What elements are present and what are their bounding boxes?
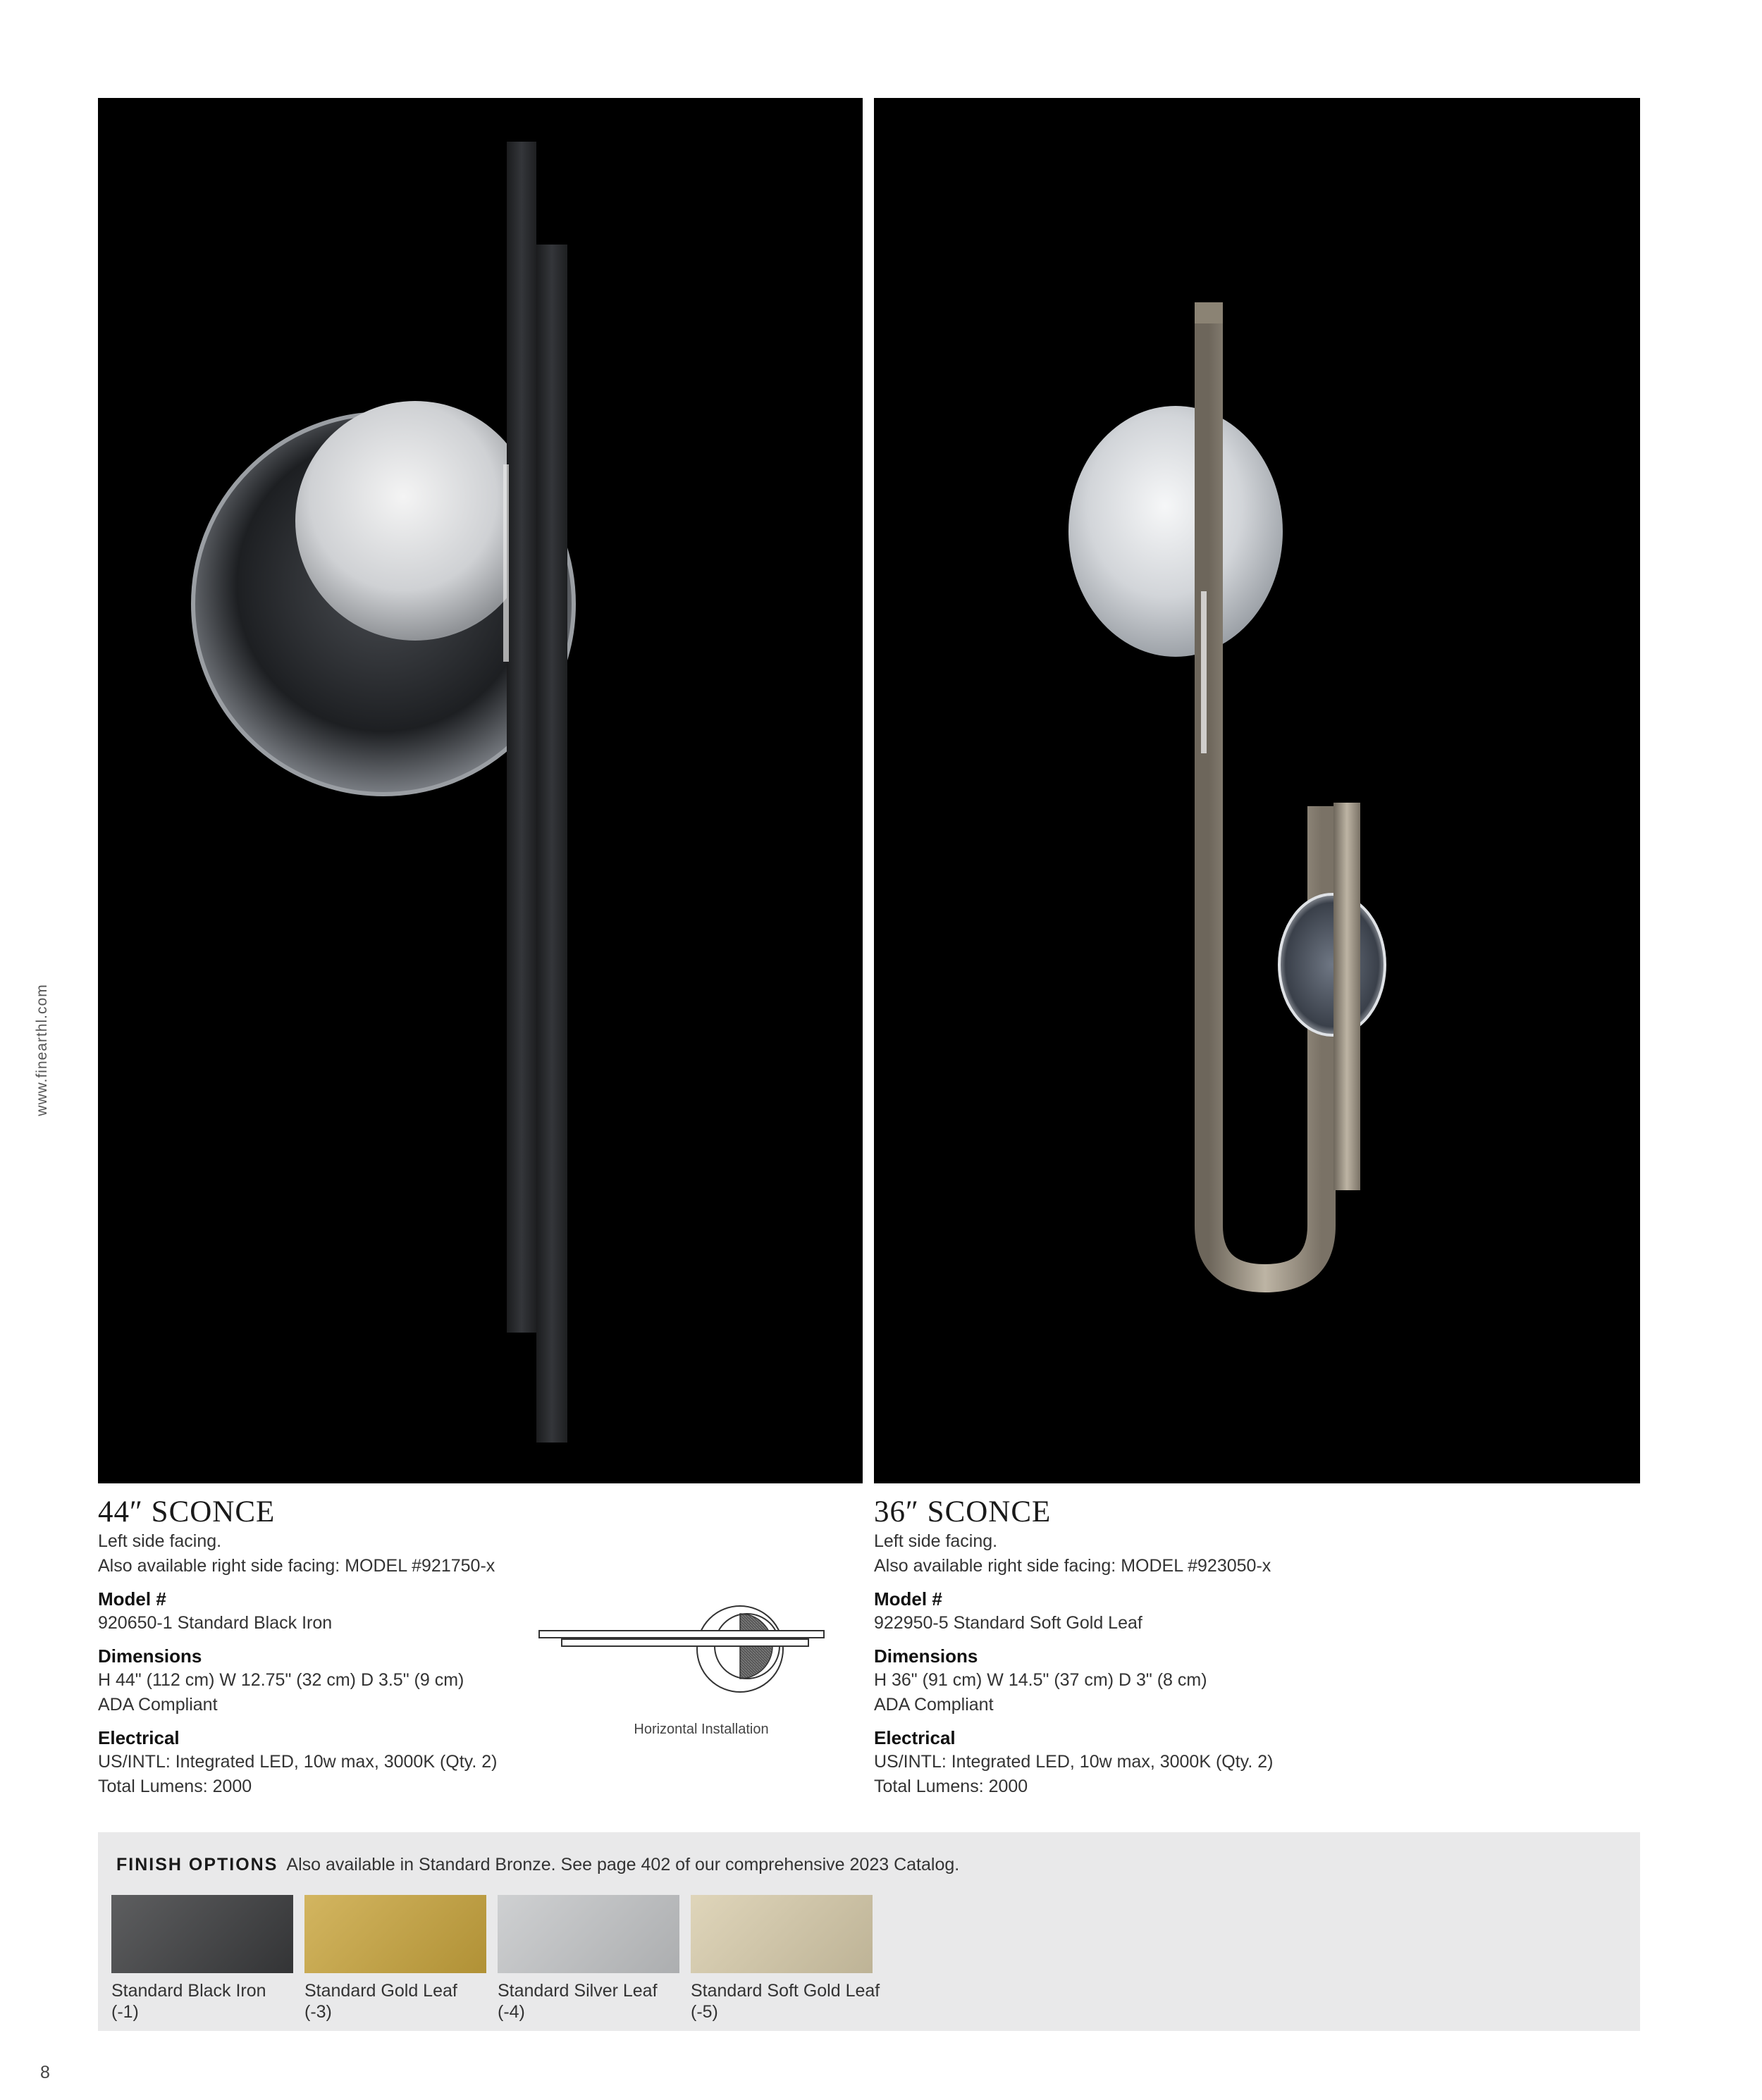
finish-label-gold-leaf xyxy=(304,1980,495,2022)
finish-code: (-1) xyxy=(111,2002,139,2022)
finish-options-header xyxy=(116,1855,959,1875)
alt-facing-text: Also available right side facing: MODEL #921750-x xyxy=(98,1556,495,1576)
alt-facing-text: Also available right side facing: MODEL #923050-x xyxy=(874,1556,1271,1576)
product-spec-44-sconce xyxy=(98,1495,521,1799)
finish-name: Standard Gold Leaf xyxy=(304,1981,457,2001)
product-spec-36-sconce xyxy=(874,1495,1297,1799)
facing-text: Left side facing. xyxy=(98,1531,222,1551)
horizontal-installation-diagram xyxy=(536,1593,832,1705)
product-photo-36-sconce xyxy=(874,98,1640,1483)
finish-name: Standard Soft Gold Leaf xyxy=(691,1981,880,2001)
finish-options-panel xyxy=(98,1832,1640,2031)
model-heading: Model # xyxy=(874,1588,942,1610)
finish-label-silver-leaf xyxy=(498,1980,688,2022)
ada-text: ADA Compliant xyxy=(874,1695,994,1715)
electrical-heading: Electrical xyxy=(98,1727,180,1748)
finish-options-note: Also available in Standard Bronze. See page 402 of our comprehensive 2023 Catalog. xyxy=(286,1855,960,1874)
lumens-text: Total Lumens: 2000 xyxy=(874,1777,1028,1796)
finish-swatch-soft-gold-leaf xyxy=(691,1895,873,1973)
finish-swatch-gold-leaf xyxy=(304,1895,486,1973)
electrical-text: US/INTL: Integrated LED, 10w max, 3000K (Qty. 2) xyxy=(98,1752,498,1772)
dimensions-heading: Dimensions xyxy=(98,1645,202,1667)
diagram-caption: Horizontal Installation xyxy=(634,1722,769,1737)
finish-code: (-5) xyxy=(691,2002,718,2022)
model-heading: Model # xyxy=(98,1588,166,1610)
model-number: 922950-5 Standard Soft Gold Leaf xyxy=(874,1613,1142,1633)
ada-text: ADA Compliant xyxy=(98,1695,218,1715)
product-photo-44-sconce xyxy=(98,98,863,1483)
finish-label-black-iron xyxy=(111,1980,302,2022)
finish-name: Standard Black Iron xyxy=(111,1981,266,2001)
finish-label-soft-gold-leaf xyxy=(691,1980,881,2022)
finish-name: Standard Silver Leaf xyxy=(498,1981,658,2001)
facing-text: Left side facing. xyxy=(874,1531,998,1551)
finish-code: (-3) xyxy=(304,2002,332,2022)
model-number: 920650-1 Standard Black Iron xyxy=(98,1613,333,1633)
page-number: 8 xyxy=(40,2063,50,2082)
finish-swatch-black-iron xyxy=(111,1895,293,1973)
finish-swatch-silver-leaf xyxy=(498,1895,679,1973)
finish-code: (-4) xyxy=(498,2002,525,2022)
lumens-text: Total Lumens: 2000 xyxy=(98,1777,252,1796)
electrical-text: US/INTL: Integrated LED, 10w max, 3000K (Qty. 2) xyxy=(874,1752,1274,1772)
website-url: www.finearthl.com xyxy=(34,984,50,1116)
electrical-heading: Electrical xyxy=(874,1727,956,1748)
dimensions-text: H 44" (112 cm) W 12.75" (32 cm) D 3.5" (9 cm) xyxy=(98,1670,464,1690)
finish-options-heading: FINISH OPTIONS xyxy=(116,1855,278,1874)
dimensions-text: H 36" (91 cm) W 14.5" (37 cm) D 3" (8 cm) xyxy=(874,1670,1207,1690)
dimensions-heading: Dimensions xyxy=(874,1645,978,1667)
product-title: 36″ SCONCE xyxy=(874,1495,1052,1528)
product-title: 44″ SCONCE xyxy=(98,1495,276,1528)
